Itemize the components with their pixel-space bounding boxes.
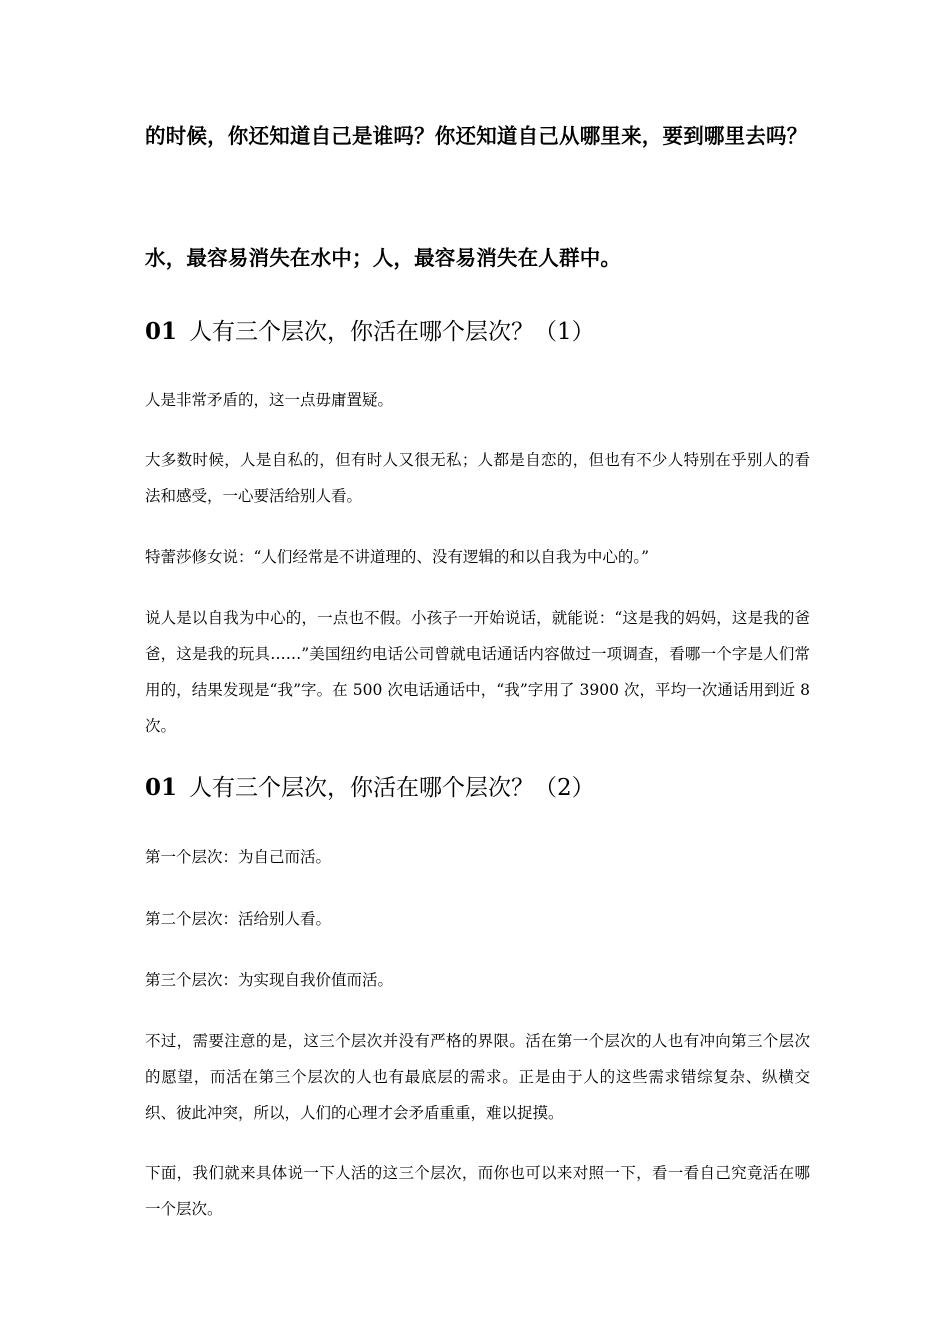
body-paragraph: 大多数时候，人是自私的，但有时人又很无私；人都是自恋的，但也有不少人特别在乎别人的看法和感受，一心要活给别人看。	[145, 451, 810, 505]
body-paragraph: 第一个层次：为自己而活。	[145, 848, 332, 866]
body-paragraph: 不过，需要注意的是，这三个层次并没有严格的界限。活在第一个层次的人也有冲向第三个层次的愿望，而活在第三个层次的人也有最底层的需求。正是由于人的这些需求错综复杂、纵横交织、彼此冲突，所以，人们的心理才会矛盾重重，难以捉摸。	[145, 1032, 810, 1122]
section-title: 人有三个层次，你活在哪个层次？（1）	[189, 319, 595, 345]
body-paragraph: 第二个层次：活给别人看。	[145, 910, 332, 928]
section-heading-1	[145, 317, 810, 347]
body-paragraph: 说人是以自我为中心的，一点也不假。小孩子一开始说话，就能说：“这是我的妈妈，这是我的爸爸，这是我的玩具……”美国纽约电话公司曾就电话通话内容做过一项调查，看哪一个字是人们常用的，结果发现是“我”字。在 500 次电话通话中，“我”字用了 3900 次，平均一次通话用到近 8 次。	[145, 609, 810, 735]
body-paragraph: 特蕾莎修女说：“人们经常是不讲道理的、没有逻辑的和以自我为中心的。”	[145, 548, 650, 566]
body-paragraph: 下面，我们就来具体说一下人活的这三个层次，而你也可以来对照一下，看一看自己究竟活在哪一个层次。	[145, 1164, 810, 1218]
body-paragraph: 第三个层次：为实现自我价值而活。	[145, 971, 394, 989]
section-title: 人有三个层次，你活在哪个层次？（2）	[189, 775, 595, 801]
intro-paragraph-1: 的时候，你还知道自己是谁吗？你还知道自己从哪里来，要到哪里去吗？	[145, 124, 808, 148]
body-paragraph: 人是非常矛盾的，这一点毋庸置疑。	[145, 391, 394, 409]
intro-paragraph-2: 水，最容易消失在水中；人，最容易消失在人群中。	[145, 246, 622, 270]
section-number: 01	[145, 774, 178, 801]
section-number: 01	[145, 318, 178, 345]
section-heading-2	[145, 773, 810, 803]
